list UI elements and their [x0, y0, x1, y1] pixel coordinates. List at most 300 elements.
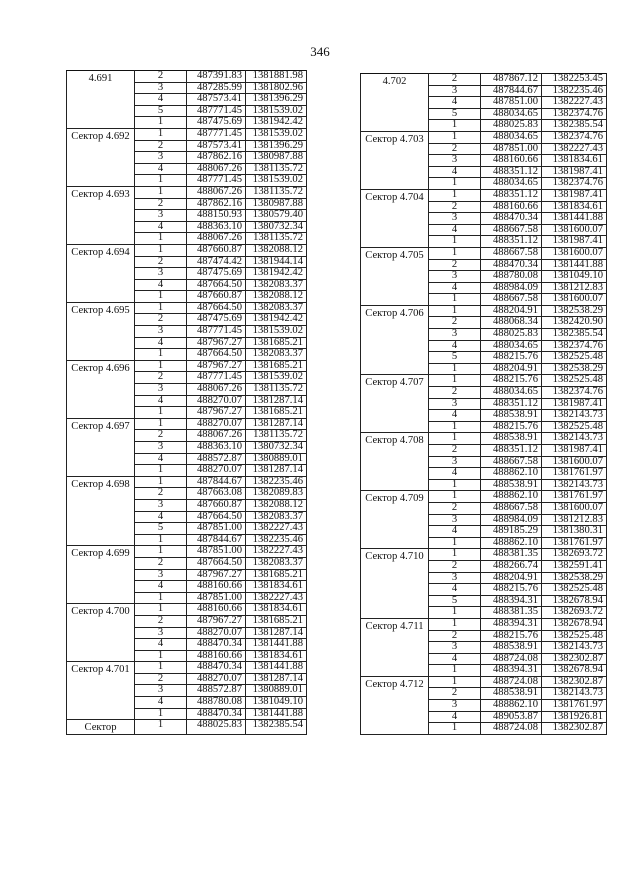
point-number: 5 [429, 352, 481, 364]
point-number: 1 [135, 720, 187, 735]
coord-x: 488572.87 [187, 685, 246, 697]
coord-x: 488160.66 [187, 650, 246, 662]
coord-x: 488204.91 [481, 572, 542, 584]
point-number: 3 [429, 155, 481, 167]
table-row [361, 74, 607, 86]
coord-y: 1381441.88 [246, 708, 307, 720]
sector-name: Сектор [67, 720, 135, 735]
coord-x: 488266.74 [481, 560, 542, 572]
coord-x: 488363.10 [187, 221, 246, 233]
coord-y: 1382693.72 [542, 607, 607, 619]
coord-y: 1381441.88 [542, 213, 607, 225]
coord-y: 1382374.76 [542, 131, 607, 143]
coord-x: 488270.07 [187, 465, 246, 477]
coord-x: 487771.45 [187, 326, 246, 338]
point-number: 4 [429, 468, 481, 480]
coord-y: 1382525.48 [542, 630, 607, 642]
coord-x: 487475.69 [187, 117, 246, 129]
coord-y: 1381987.41 [542, 445, 607, 457]
coord-x: 488780.08 [481, 271, 542, 283]
point-number: 3 [135, 384, 187, 396]
coord-y: 1382083.37 [246, 302, 307, 314]
coord-x: 487844.67 [481, 85, 542, 97]
sector-name: Сектор 4.692 [67, 128, 135, 186]
table-left-body [67, 71, 307, 735]
point-number: 2 [135, 198, 187, 210]
coordinates-table-left [66, 70, 307, 735]
point-number: 1 [429, 294, 481, 306]
coord-x: 488160.66 [187, 581, 246, 593]
point-number: 2 [429, 630, 481, 642]
point-number: 2 [135, 71, 187, 83]
point-number: 1 [429, 189, 481, 201]
point-number: 1 [429, 236, 481, 248]
coord-y: 1381135.72 [246, 430, 307, 442]
coord-y: 1381441.88 [246, 639, 307, 651]
coord-y: 1381049.10 [542, 271, 607, 283]
coord-y: 1382678.94 [542, 665, 607, 677]
point-number: 4 [429, 526, 481, 538]
coord-x: 488270.07 [187, 627, 246, 639]
coord-y: 1381685.21 [246, 615, 307, 627]
coord-x: 487771.45 [187, 372, 246, 384]
point-number: 1 [135, 592, 187, 604]
table-row [361, 618, 607, 630]
sector-name: Сектор 4.701 [67, 662, 135, 720]
coord-y: 1381212.83 [542, 514, 607, 526]
coord-y: 1382089.83 [246, 488, 307, 500]
coord-x: 487664.50 [187, 349, 246, 361]
point-number: 4 [429, 653, 481, 665]
sector-name: Сектор 4.709 [361, 491, 429, 549]
point-number: 3 [135, 152, 187, 164]
coord-y: 1382678.94 [542, 618, 607, 630]
coord-x: 488363.10 [187, 442, 246, 454]
coord-x: 488667.58 [481, 224, 542, 236]
sector-name: Сектор 4.707 [361, 375, 429, 433]
coord-x: 488724.08 [481, 653, 542, 665]
coord-x: 487573.41 [187, 94, 246, 106]
coord-y: 1382525.48 [542, 584, 607, 596]
coord-y: 1381834.61 [542, 155, 607, 167]
coord-y: 1381761.97 [542, 491, 607, 503]
point-number: 1 [429, 618, 481, 630]
coord-x: 488667.58 [481, 456, 542, 468]
coord-x: 488780.08 [187, 697, 246, 709]
coord-y: 1381212.83 [542, 282, 607, 294]
coord-y: 1382302.87 [542, 723, 607, 735]
coord-y: 1382083.37 [246, 279, 307, 291]
table-row [361, 305, 607, 317]
point-number: 3 [429, 398, 481, 410]
point-number: 2 [429, 201, 481, 213]
point-number: 3 [429, 700, 481, 712]
point-number: 1 [135, 546, 187, 558]
coord-x: 487862.16 [187, 198, 246, 210]
coord-y: 1381135.72 [246, 163, 307, 175]
coord-x: 488034.65 [481, 131, 542, 143]
point-number: 4 [135, 279, 187, 291]
sector-name: Сектор 4.697 [67, 418, 135, 476]
point-number: 1 [429, 247, 481, 259]
coord-x: 487851.00 [481, 143, 542, 155]
coord-y: 1381834.61 [246, 581, 307, 593]
point-number: 3 [429, 642, 481, 654]
coord-y: 1381987.41 [542, 398, 607, 410]
coord-x: 487967.27 [187, 407, 246, 419]
coord-y: 1381600.07 [542, 224, 607, 236]
point-number: 1 [135, 604, 187, 616]
sector-name: Сектор 4.705 [361, 247, 429, 305]
coord-x: 488068.34 [481, 317, 542, 329]
coord-x: 488034.65 [481, 340, 542, 352]
point-number: 2 [429, 317, 481, 329]
coord-y: 1381600.07 [542, 294, 607, 306]
coord-x: 488215.76 [481, 421, 542, 433]
coord-x: 487967.27 [187, 615, 246, 627]
coord-x: 488667.58 [481, 294, 542, 306]
table-row [67, 546, 307, 558]
coord-x: 488862.10 [481, 537, 542, 549]
coord-y: 1382385.54 [542, 329, 607, 341]
table-row [361, 375, 607, 387]
point-number: 3 [135, 210, 187, 222]
point-number: 3 [135, 442, 187, 454]
point-number: 3 [135, 685, 187, 697]
coord-y: 1382374.76 [542, 178, 607, 190]
point-number: 1 [135, 117, 187, 129]
coord-x: 487844.67 [187, 476, 246, 488]
coord-y: 1381287.14 [246, 465, 307, 477]
coord-y: 1381685.21 [246, 407, 307, 419]
coord-x: 488538.91 [481, 688, 542, 700]
coord-x: 488025.83 [187, 720, 246, 735]
coord-x: 488215.76 [481, 375, 542, 387]
coord-y: 1382525.48 [542, 352, 607, 364]
coord-y: 1381881.98 [246, 71, 307, 83]
point-number: 4 [135, 337, 187, 349]
coord-x: 488160.66 [481, 155, 542, 167]
coord-x: 488394.31 [481, 595, 542, 607]
coord-y: 1381944.14 [246, 256, 307, 268]
coord-y: 1381441.88 [542, 259, 607, 271]
coord-x: 487664.50 [187, 557, 246, 569]
coord-y: 1381396.29 [246, 140, 307, 152]
coord-y: 1381539.02 [246, 175, 307, 187]
coord-y: 1381539.02 [246, 326, 307, 338]
coord-x: 487851.00 [187, 546, 246, 558]
coord-y: 1382235.46 [542, 85, 607, 97]
coord-y: 1382227.43 [542, 143, 607, 155]
point-number: 2 [135, 256, 187, 268]
point-number: 1 [429, 491, 481, 503]
point-number: 1 [429, 131, 481, 143]
coord-x: 487660.87 [187, 244, 246, 256]
point-number: 4 [429, 166, 481, 178]
point-number: 2 [429, 560, 481, 572]
coord-x: 488270.07 [187, 673, 246, 685]
table-row [67, 662, 307, 674]
coord-y: 1381287.14 [246, 673, 307, 685]
point-number: 3 [429, 271, 481, 283]
sector-name: Сектор 4.695 [67, 302, 135, 360]
page-number: 346 [310, 44, 330, 59]
coord-y: 1381600.07 [542, 247, 607, 259]
coord-x: 488351.12 [481, 189, 542, 201]
point-number: 3 [135, 268, 187, 280]
coord-x: 488470.34 [187, 662, 246, 674]
point-number: 4 [135, 697, 187, 709]
point-number: 1 [135, 291, 187, 303]
coord-y: 1382088.12 [246, 499, 307, 511]
table-right-body [361, 74, 607, 735]
coord-x: 488215.76 [481, 630, 542, 642]
table-row [361, 549, 607, 561]
coord-x: 487660.87 [187, 499, 246, 511]
coord-x: 487851.00 [187, 592, 246, 604]
coord-x: 487967.27 [187, 337, 246, 349]
table-row [361, 131, 607, 143]
point-number: 3 [135, 627, 187, 639]
coord-y: 1382525.48 [542, 375, 607, 387]
point-number: 4 [135, 221, 187, 233]
point-number: 4 [135, 639, 187, 651]
coord-x: 488381.35 [481, 549, 542, 561]
coord-y: 1381685.21 [246, 337, 307, 349]
coord-x: 488470.34 [187, 639, 246, 651]
point-number: 1 [135, 534, 187, 546]
table-row [67, 604, 307, 616]
coord-x: 488270.07 [187, 418, 246, 430]
point-number: 2 [135, 488, 187, 500]
sector-name: Сектор 4.708 [361, 433, 429, 491]
point-number: 2 [429, 387, 481, 399]
point-number: 1 [135, 708, 187, 720]
coord-y: 1381987.41 [542, 189, 607, 201]
coord-y: 1381926.81 [542, 711, 607, 723]
point-number: 4 [135, 395, 187, 407]
coord-x: 487573.41 [187, 140, 246, 152]
point-number: 1 [135, 302, 187, 314]
sector-name: Сектор 4.703 [361, 131, 429, 189]
coord-x: 487664.50 [187, 302, 246, 314]
coord-y: 1381987.41 [542, 236, 607, 248]
coord-y: 1381287.14 [246, 395, 307, 407]
point-number: 3 [135, 82, 187, 94]
coord-x: 488351.12 [481, 398, 542, 410]
coord-y: 1382302.87 [542, 676, 607, 688]
coord-y: 1382143.73 [542, 410, 607, 422]
point-number: 1 [135, 476, 187, 488]
coord-x: 488724.08 [481, 723, 542, 735]
coord-x: 488667.58 [481, 502, 542, 514]
point-number: 4 [429, 410, 481, 422]
coord-y: 1381539.02 [246, 372, 307, 384]
table-row [67, 128, 307, 140]
coord-x: 488984.09 [481, 514, 542, 526]
coord-y: 1381834.61 [246, 604, 307, 616]
point-number: 2 [135, 615, 187, 627]
point-number: 1 [429, 665, 481, 677]
coordinates-table-right [360, 73, 607, 735]
table-row [67, 360, 307, 372]
coord-y: 1381287.14 [246, 418, 307, 430]
coord-x: 488025.83 [481, 329, 542, 341]
sector-name: Сектор 4.710 [361, 549, 429, 619]
point-number: 1 [429, 479, 481, 491]
sector-name: Сектор 4.698 [67, 476, 135, 546]
point-number: 1 [135, 175, 187, 187]
table-row [361, 433, 607, 445]
coord-x: 488067.26 [187, 384, 246, 396]
coord-y: 1381685.21 [246, 360, 307, 372]
coord-y: 1382538.29 [542, 363, 607, 375]
sector-name: Сектор 4.696 [67, 360, 135, 418]
point-number: 1 [135, 233, 187, 245]
coord-y: 1381441.88 [246, 662, 307, 674]
point-number: 1 [429, 433, 481, 445]
coord-x: 488034.65 [481, 178, 542, 190]
point-number: 1 [135, 465, 187, 477]
coord-x: 487862.16 [187, 152, 246, 164]
point-number: 1 [429, 421, 481, 433]
coord-y: 1382374.76 [542, 387, 607, 399]
coord-x: 488270.07 [187, 395, 246, 407]
coord-y: 1382591.41 [542, 560, 607, 572]
point-number: 3 [429, 85, 481, 97]
point-number: 1 [429, 178, 481, 190]
sector-name: Сектор 4.694 [67, 244, 135, 302]
coord-y: 1381761.97 [542, 468, 607, 480]
coord-y: 1382227.43 [542, 97, 607, 109]
coord-x: 488160.66 [187, 604, 246, 616]
point-number: 1 [135, 650, 187, 662]
coord-x: 488204.91 [481, 363, 542, 375]
table-row [361, 491, 607, 503]
coord-x: 488862.10 [481, 468, 542, 480]
point-number: 2 [429, 502, 481, 514]
coord-x: 488215.76 [481, 584, 542, 596]
point-number: 3 [135, 326, 187, 338]
coord-y: 1382227.43 [246, 592, 307, 604]
coord-y: 1381942.42 [246, 268, 307, 280]
point-number: 5 [135, 105, 187, 117]
coord-x: 488351.12 [481, 236, 542, 248]
sector-name: Сектор 4.704 [361, 189, 429, 247]
coord-x: 488724.08 [481, 676, 542, 688]
coord-x: 488538.91 [481, 642, 542, 654]
point-number: 4 [135, 453, 187, 465]
coord-y: 1380889.01 [246, 685, 307, 697]
coord-x: 487851.00 [187, 523, 246, 535]
coord-x: 488572.87 [187, 453, 246, 465]
point-number: 4 [135, 94, 187, 106]
point-number: 1 [135, 349, 187, 361]
coord-y: 1382143.73 [542, 642, 607, 654]
point-number: 4 [429, 711, 481, 723]
point-number: 2 [135, 430, 187, 442]
point-number: 2 [429, 688, 481, 700]
coord-x: 488470.34 [187, 708, 246, 720]
point-number: 1 [429, 375, 481, 387]
coord-x: 488067.26 [187, 163, 246, 175]
point-number: 5 [429, 108, 481, 120]
coord-x: 488204.91 [481, 305, 542, 317]
coord-x: 487771.45 [187, 175, 246, 187]
point-number: 1 [429, 305, 481, 317]
coord-y: 1382083.37 [246, 349, 307, 361]
sector-name: Сектор 4.711 [361, 618, 429, 676]
coord-y: 1381380.31 [542, 526, 607, 538]
table-row [67, 476, 307, 488]
sector-name: Сектор 4.712 [361, 676, 429, 734]
coord-x: 487967.27 [187, 569, 246, 581]
point-number: 3 [429, 572, 481, 584]
point-number: 1 [135, 360, 187, 372]
point-number: 4 [135, 511, 187, 523]
coord-y: 1382143.73 [542, 433, 607, 445]
point-number: 2 [135, 140, 187, 152]
coord-x: 488538.91 [481, 433, 542, 445]
coord-x: 488150.93 [187, 210, 246, 222]
table-row [67, 244, 307, 256]
coord-x: 488351.12 [481, 166, 542, 178]
coord-y: 1381802.96 [246, 82, 307, 94]
table-row [361, 189, 607, 201]
coord-x: 488381.35 [481, 607, 542, 619]
coord-y: 1381600.07 [542, 456, 607, 468]
coord-y: 1382143.73 [542, 688, 607, 700]
coord-y: 1382143.73 [542, 479, 607, 491]
point-number: 5 [429, 595, 481, 607]
coord-y: 1382385.54 [542, 120, 607, 132]
coord-y: 1380579.40 [246, 210, 307, 222]
point-number: 3 [429, 456, 481, 468]
point-number: 2 [135, 314, 187, 326]
coord-x: 487660.87 [187, 291, 246, 303]
point-number: 1 [429, 549, 481, 561]
coord-x: 488470.34 [481, 259, 542, 271]
coord-y: 1381942.42 [246, 117, 307, 129]
point-number: 4 [429, 340, 481, 352]
coord-x: 487851.00 [481, 97, 542, 109]
point-number: 1 [429, 723, 481, 735]
coord-x: 488862.10 [481, 700, 542, 712]
point-number: 1 [135, 407, 187, 419]
coord-x: 489185.29 [481, 526, 542, 538]
coord-x: 487771.45 [187, 128, 246, 140]
point-number: 4 [429, 282, 481, 294]
coord-y: 1381539.02 [246, 128, 307, 140]
coord-y: 1381761.97 [542, 700, 607, 712]
coord-y: 1381135.72 [246, 186, 307, 198]
point-number: 2 [429, 445, 481, 457]
coord-x: 489053.87 [481, 711, 542, 723]
coord-y: 1382302.87 [542, 653, 607, 665]
coord-y: 1381539.02 [246, 105, 307, 117]
point-number: 2 [135, 557, 187, 569]
coord-y: 1381942.42 [246, 314, 307, 326]
coord-y: 1380732.34 [246, 221, 307, 233]
point-number: 4 [429, 584, 481, 596]
point-number: 4 [429, 224, 481, 236]
coord-x: 487664.50 [187, 511, 246, 523]
point-number: 5 [135, 523, 187, 535]
coord-x: 488394.31 [481, 618, 542, 630]
coord-y: 1380987.88 [246, 152, 307, 164]
coord-y: 1382235.46 [246, 476, 307, 488]
point-number: 1 [429, 363, 481, 375]
